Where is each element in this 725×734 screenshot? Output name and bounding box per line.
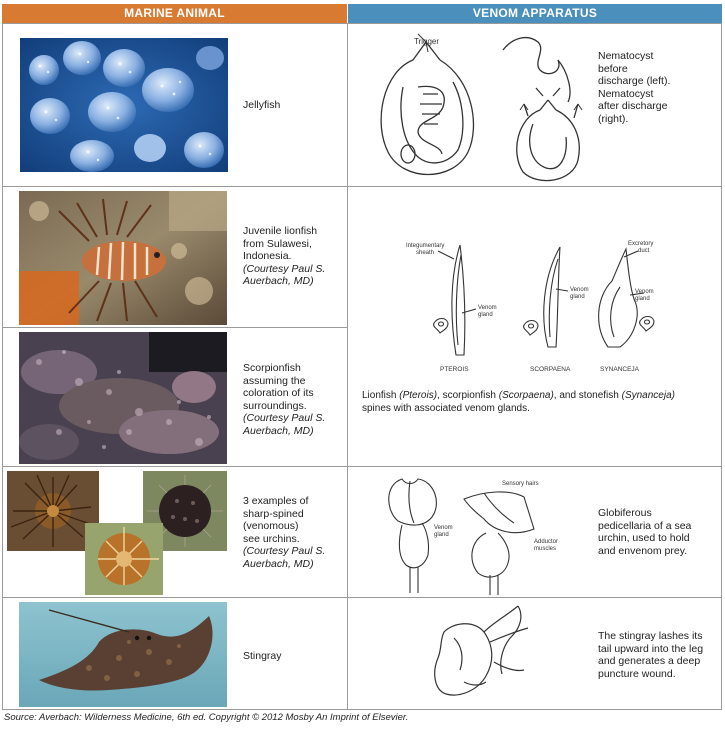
synanceja-label: SYNANCEJA — [600, 366, 640, 373]
scorpaena-label: SCORPAENA — [530, 366, 571, 373]
pedicellaria-diagram — [374, 471, 584, 597]
jellyfish-label: Jellyfish — [243, 99, 281, 111]
nematocyst-diagram — [368, 32, 598, 184]
scorpionfish-photo — [19, 332, 227, 464]
sheath-label-2: sheath — [416, 250, 435, 256]
stingray-photo — [19, 602, 227, 707]
sheath-label-1: Integumentary — [406, 243, 445, 249]
scorpionfish-label: Scorpionfish assuming the coloration of its surroundings. (Courtesy Paul S. Auerbach, MD) — [243, 362, 326, 437]
fish-spines-caption: Lionfish (Pterois), scorpionfish (Scorpaena), and stonefish (Synanceja) spines with associated venom glands. — [362, 390, 675, 414]
sensory-hairs-label: Sensory hairs — [502, 481, 539, 487]
row-jellyfish-apparatus-cell — [347, 23, 722, 187]
lionfish-photo — [19, 191, 227, 325]
stingray-label: Stingray — [243, 650, 282, 662]
pterois-label: PTEROIS — [440, 366, 469, 373]
row-scorpionfish-animal-cell — [2, 327, 348, 467]
row-stingray-animal-cell — [2, 597, 348, 710]
jellyfish-photo — [20, 38, 228, 172]
row-jellyfish-animal-cell — [2, 23, 348, 187]
venom-label-3: Venom — [635, 289, 654, 295]
adductor-label-2: muscles — [534, 546, 557, 552]
header-venom-apparatus: VENOM APPARATUS — [348, 4, 722, 23]
row-urchin-animal-cell — [2, 466, 348, 598]
trigger-label: Trigger — [414, 37, 440, 46]
gland-label-1: gland — [478, 312, 493, 318]
fish-spines-apparatus-cell — [347, 186, 722, 467]
pedicellaria-caption: Globiferous pedicellaria of a sea urchin, used to hold and envenom prey. — [598, 507, 692, 557]
gland-label-2: gland — [570, 294, 585, 300]
row-stingray-apparatus-cell — [347, 597, 722, 710]
urchin-photo-3 — [85, 523, 163, 595]
lionfish-label: Juvenile lionfish from Sulawesi, Indonesia. (Courtesy Paul S. Auerbach, MD) — [243, 225, 326, 287]
venom-gland-label-1: Venom — [434, 525, 453, 531]
fish-spines-diagram — [398, 237, 658, 377]
nematocyst-caption: Nematocyst before discharge (left). Nematocyst after discharge (right). — [598, 50, 671, 125]
venom-label-2: Venom — [570, 287, 589, 293]
excretory-label-2: duct — [638, 248, 650, 254]
adductor-label-1: Adductor — [534, 539, 559, 545]
header-marine-animal: MARINE ANIMAL — [2, 4, 347, 23]
stingray-caption: The stingray lashes its tail upward into the leg and generates a deep puncture wound. — [598, 630, 704, 680]
row-lionfish-animal-cell — [2, 186, 348, 328]
urchin-label: 3 examples of sharp-spined (venomous) see urchins. (Courtesy Paul S. Auerbach, MD) — [243, 495, 326, 570]
venom-gland-label-2: gland — [434, 532, 449, 538]
venom-label-1: Venom — [478, 305, 497, 311]
gland-label-3: gland — [635, 296, 650, 302]
source-citation: Source: Averbach: Wilderness Medicine, 6th ed. Copyright © 2012 Mosby An Imprint of Elsevier. — [4, 712, 409, 723]
row-urchin-apparatus-cell — [347, 466, 722, 598]
excretory-label-1: Excretory — [628, 241, 654, 247]
stingray-tail-diagram — [424, 602, 574, 706]
